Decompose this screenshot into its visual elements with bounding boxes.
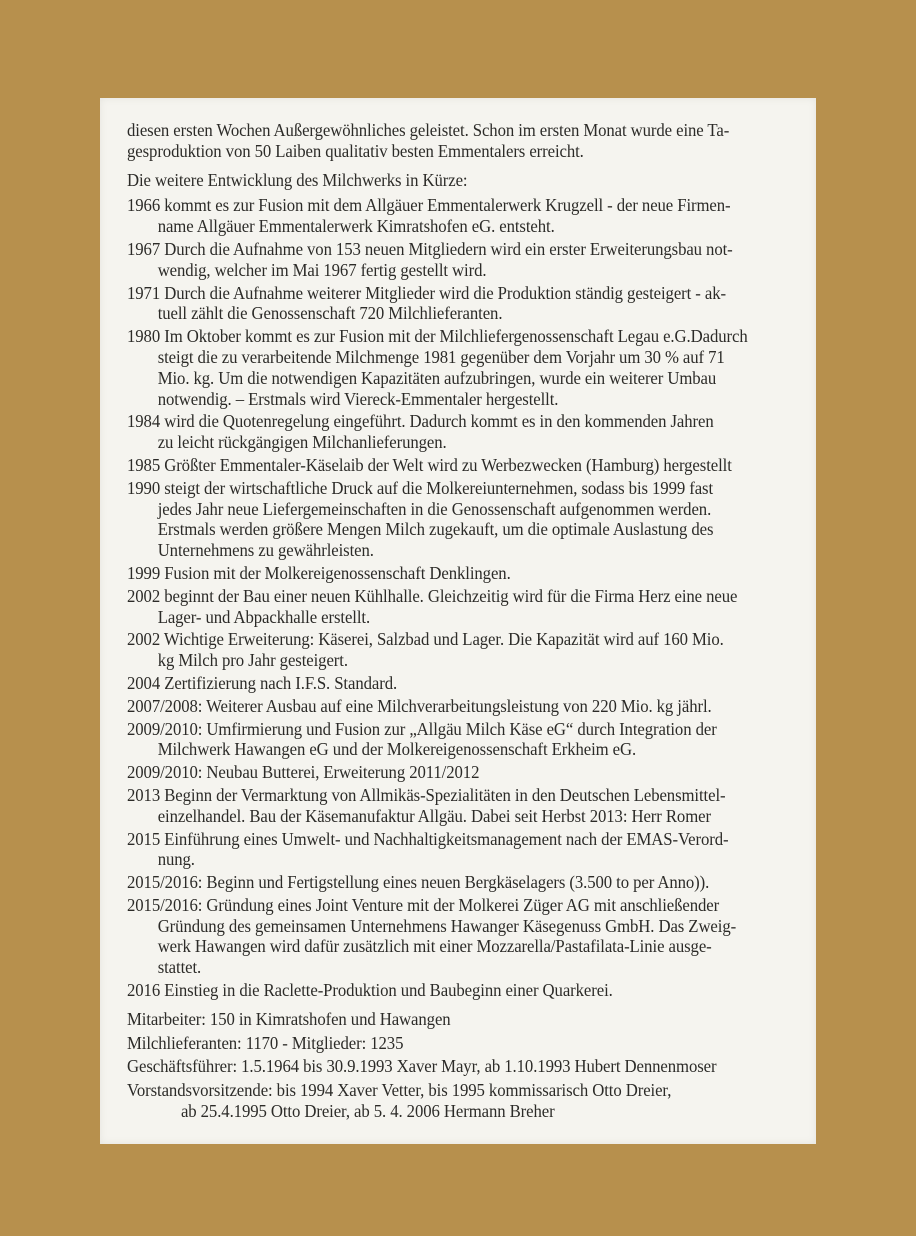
entry-text: Im Oktober kommt es zur Fusion mit der Milchliefergenossenschaft Legau e.G.Dadurch <box>160 326 748 347</box>
entry-text: Durch die Aufnahme weiterer Mitglieder wird die Produktion ständig gesteigert - ak- <box>160 282 726 303</box>
entry-text: Einführung eines Umwelt- und Nachhaltigkeitsmanagement nach der EMAS-Verord- <box>160 828 729 849</box>
entry-year: 2009/2010: <box>127 718 203 739</box>
entry-line <box>127 696 791 717</box>
timeline-entry <box>127 455 791 476</box>
entry-year: 1966 <box>127 195 161 216</box>
entry-line <box>127 895 791 916</box>
timeline-entry <box>127 478 791 561</box>
entry-year: 1967 <box>127 238 161 259</box>
entry-line <box>127 283 791 304</box>
timeline-entry <box>127 411 791 453</box>
entry-line: nung. <box>157 849 195 870</box>
timeline-entry <box>127 563 791 584</box>
entry-line: zu leicht rückgängigen Milchanlieferungen. <box>157 432 447 453</box>
timeline-entry <box>127 762 791 783</box>
entry-line <box>127 563 791 584</box>
entry-line: jedes Jahr neue Liefergemeinschaften in die Genossenschaft aufgenommen werden. <box>157 498 712 519</box>
entry-text: Neubau Butterei, Erweiterung 2011/2012 <box>202 762 480 783</box>
timeline-entry <box>127 719 791 761</box>
entry-line: steigt die zu verarbeitende Milchmenge 1981 gegenüber dem Vorjahr um 30 % auf 71 <box>157 346 725 367</box>
entry-year: 1980 <box>127 326 161 347</box>
fact-line <box>127 1033 791 1054</box>
timeline-entry <box>127 586 791 628</box>
entry-text: Fusion mit der Molkereigenossenschaft Denklingen. <box>160 562 511 583</box>
entry-line: kg Milch pro Jahr gesteigert. <box>157 650 348 671</box>
intro-paragraph <box>127 120 791 162</box>
entry-text: Größter Emmentaler-Käselaib der Welt wird zu Werbezwecken (Hamburg) hergestellt <box>160 454 732 475</box>
entry-line: werk Hawangen wird dafür zusätzlich mit einer Mozzarella/Pastafilata-Linie ausge- <box>157 936 712 957</box>
entry-line <box>127 239 791 260</box>
entry-text: Durch die Aufnahme von 153 neuen Mitgliedern wird ein erster Erweiterungsbau not- <box>160 238 733 259</box>
text-line: ab 25.4.1995 Otto Dreier, ab 5. 4. 2006 Hermann Breher <box>180 1101 555 1122</box>
fact-line <box>127 1009 791 1030</box>
entry-year: 2015/2016: <box>127 894 203 915</box>
timeline-entry <box>127 785 791 827</box>
entry-text: Zertifizierung nach I.F.S. Standard. <box>160 672 398 693</box>
entry-year: 2015 <box>127 828 161 849</box>
text-line: Mitarbeiter: 150 in Kimratshofen und Hawangen <box>127 1008 451 1029</box>
text-line: gesproduktion von 50 Laiben qualitativ besten Emmentalers erreicht. <box>127 140 584 161</box>
entry-line: Mio. kg. Um die notwendigen Kapazitäten aufzubringen, wurde ein weiterer Umbau <box>157 367 717 388</box>
entry-line <box>127 719 791 740</box>
entry-text: Beginn der Vermarktung von Allmikäs-Spezialitäten in den Deutschen Lebensmittel- <box>160 784 726 805</box>
timeline-entry <box>127 895 791 978</box>
entry-line: Milchwerk Hawangen eG und der Molkereigenossenschaft Erkheim eG. <box>157 739 637 760</box>
timeline-entry <box>127 872 791 893</box>
entry-line <box>127 195 791 216</box>
text-line: Geschäftsführer: 1.5.1964 bis 30.9.1993 Xaver Mayr, ab 1.10.1993 Hubert Dennenmoser <box>127 1056 717 1077</box>
entry-text: Gründung eines Joint Venture mit der Molkerei Züger AG mit anschließender <box>202 894 720 915</box>
entry-line: stattet. <box>157 957 202 978</box>
entry-year: 1985 <box>127 454 161 475</box>
timeline-entry <box>127 629 791 671</box>
timeline-entry <box>127 283 791 325</box>
fact-line <box>127 1056 791 1077</box>
entry-text: Weiterer Ausbau auf eine Milchverarbeitungsleistung von 220 Mio. kg jährl. <box>202 695 712 716</box>
entry-line: name Allgäuer Emmentalerwerk Kimratshofen eG. entsteht. <box>157 216 555 237</box>
entry-line: Lager- und Abpackhalle erstellt. <box>157 606 371 627</box>
entry-year: 2016 <box>127 980 161 1001</box>
entry-text: Wichtige Erweiterung: Käserei, Salzbad und Lager. Die Kapazität wird auf 160 Mio. <box>160 629 724 650</box>
entry-line: einzelhandel. Bau der Käsemanufaktur Allgäu. Dabei seit Herbst 2013: Herr Romer <box>157 805 711 826</box>
entry-text: Umfirmierung und Fusion zur „Allgäu Milch Käse eG“ durch Integration der <box>202 718 717 739</box>
text-line: diesen ersten Wochen Außergewöhnliches geleistet. Schon im ersten Monat wurde eine Ta- <box>127 120 730 140</box>
entry-line <box>127 629 791 650</box>
entry-line <box>127 785 791 806</box>
timeline-entry <box>127 326 791 409</box>
entry-year: 1999 <box>127 562 161 583</box>
facts-section <box>127 1009 791 1122</box>
entry-line <box>127 326 791 347</box>
entry-line <box>127 673 791 694</box>
entry-line: notwendig. – Erstmals wird Viereck-Emmentaler hergestellt. <box>157 388 559 409</box>
timeline-entry <box>127 195 791 237</box>
entry-line <box>127 762 791 783</box>
entry-line: Gründung des gemeinsamen Unternehmens Hawanger Käsegenuss GmbH. Das Zweig- <box>157 915 737 936</box>
entry-line <box>127 872 791 893</box>
timeline-entry <box>127 239 791 281</box>
timeline-entry <box>127 980 791 1001</box>
entry-line <box>127 455 791 476</box>
text-line: Vorstandsvorsitzende: bis 1994 Xaver Vetter, bis 1995 kommissarisch Otto Dreier, <box>127 1080 672 1101</box>
entry-year: 2009/2010: <box>127 762 203 783</box>
entry-line: wendig, welcher im Mai 1967 fertig gestellt wird. <box>157 259 487 280</box>
entry-text: wird die Quotenregelung eingeführt. Dadurch kommt es in den kommenden Jahren <box>160 411 714 432</box>
entry-line <box>127 478 791 499</box>
document-page <box>100 98 816 1144</box>
entry-year: 1984 <box>127 411 161 432</box>
entry-year: 2015/2016: <box>127 872 203 893</box>
entry-year: 2004 <box>127 672 161 693</box>
entry-year: 1990 <box>127 477 161 498</box>
entry-text: steigt der wirtschaftliche Druck auf die Molkereiunternehmen, sodass bis 1999 fast <box>160 477 714 498</box>
timeline <box>127 195 791 1000</box>
page-content <box>127 120 791 1122</box>
fact-line <box>127 1080 791 1122</box>
entry-year: 2007/2008: <box>127 695 203 716</box>
entry-line <box>127 980 791 1001</box>
timeline-entry <box>127 696 791 717</box>
entry-line <box>127 586 791 607</box>
entry-year: 1971 <box>127 282 161 303</box>
timeline-heading: Die weitere Entwicklung des Milchwerks in Kürze: <box>127 169 468 190</box>
entry-year: 2002 <box>127 585 161 606</box>
timeline-entry <box>127 829 791 871</box>
entry-line: tuell zählt die Genossenschaft 720 Milchlieferanten. <box>157 303 503 324</box>
entry-line <box>127 411 791 432</box>
entry-text: kommt es zur Fusion mit dem Allgäuer Emmentalerwerk Krugzell - der neue Firmen- <box>160 195 731 216</box>
text-line: Milchlieferanten: 1170 - Mitglieder: 1235 <box>127 1032 404 1053</box>
entry-year: 2002 <box>127 629 161 650</box>
entry-line: Erstmals werden größere Mengen Milch zugekauft, um die optimale Auslastung des <box>157 519 714 540</box>
entry-text: beginnt der Bau einer neuen Kühlhalle. Gleichzeitig wird für die Firma Herz eine neue <box>160 585 738 606</box>
entry-year: 2013 <box>127 784 161 805</box>
entry-line: Unternehmens zu gewährleisten. <box>157 540 374 561</box>
entry-line <box>127 829 791 850</box>
entry-text: Beginn und Fertigstellung eines neuen Bergkäselagers (3.500 to per Anno)). <box>202 872 710 893</box>
timeline-entry <box>127 673 791 694</box>
entry-text: Einstieg in die Raclette-Produktion und Baubeginn einer Quarkerei. <box>160 980 613 1001</box>
